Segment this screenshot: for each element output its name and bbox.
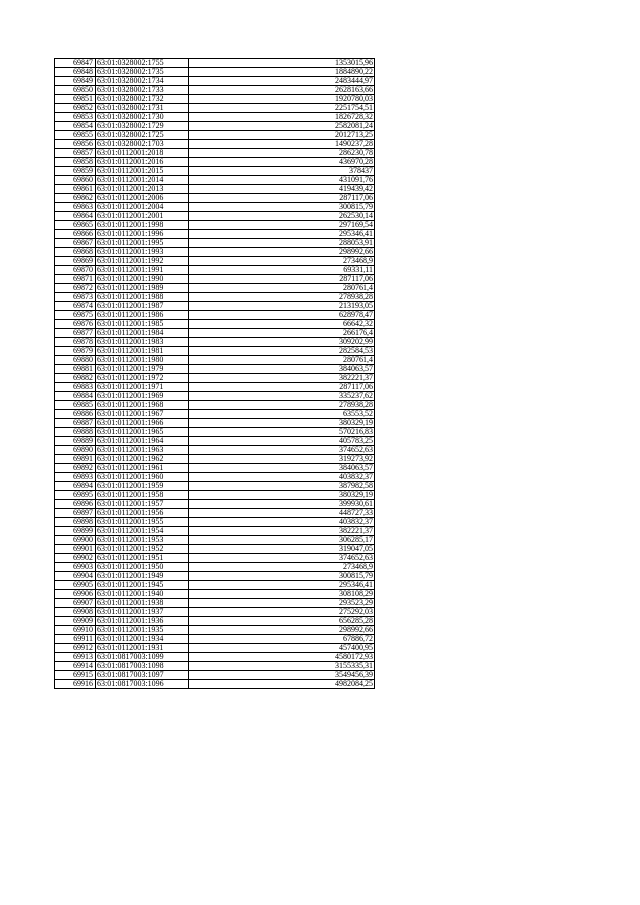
table-row: [55, 536, 375, 545]
table-row: [55, 581, 375, 590]
table-row: [55, 284, 375, 293]
cadastral-number-cell: 63:01:0112001:1985: [96, 320, 189, 329]
row-number-cell: 69854: [55, 122, 96, 131]
row-number-cell: 69853: [55, 113, 96, 122]
cadastral-value-cell: 262530,14: [189, 212, 375, 221]
row-number-cell: 69902: [55, 554, 96, 563]
cadastral-value-cell: 273468,9: [189, 563, 375, 572]
cadastral-value-cell: 1826728,32: [189, 113, 375, 122]
table-row: [55, 545, 375, 554]
cadastral-number-cell: 63:01:0112001:1949: [96, 572, 189, 581]
table-row: [55, 509, 375, 518]
cadastral-value-cell: 628978,47: [189, 311, 375, 320]
cadastral-value-cell: 295346,41: [189, 581, 375, 590]
cadastral-number-cell: 63:01:0328002:1732: [96, 95, 189, 104]
row-number-cell: 69851: [55, 95, 96, 104]
cadastral-number-cell: 63:01:0112001:2018: [96, 149, 189, 158]
cadastral-number-cell: 63:01:0112001:1953: [96, 536, 189, 545]
row-number-cell: 69899: [55, 527, 96, 536]
table-row: [55, 149, 375, 158]
row-number-cell: 69868: [55, 248, 96, 257]
row-number-cell: 69877: [55, 329, 96, 338]
table-row: [55, 680, 375, 689]
table-row: [55, 86, 375, 95]
row-number-cell: 69859: [55, 167, 96, 176]
cadastral-value-cell: 282584,53: [189, 347, 375, 356]
table-row: [55, 347, 375, 356]
cadastral-value-cell: 374652,63: [189, 554, 375, 563]
row-number-cell: 69896: [55, 500, 96, 509]
cadastral-number-cell: 63:01:0112001:1931: [96, 644, 189, 653]
table-row: [55, 383, 375, 392]
cadastral-value-cell: 287117,06: [189, 275, 375, 284]
cadastral-value-cell: 319047,05: [189, 545, 375, 554]
table-row: [55, 590, 375, 599]
table-row: [55, 482, 375, 491]
cadastral-number-cell: 63:01:0328002:1729: [96, 122, 189, 131]
cadastral-number-cell: 63:01:0328002:1730: [96, 113, 189, 122]
table-row: [55, 455, 375, 464]
table-row: [55, 662, 375, 671]
table-row: [55, 257, 375, 266]
cadastral-number-cell: 63:01:0112001:1983: [96, 338, 189, 347]
cadastral-number-cell: 63:01:0328002:1735: [96, 68, 189, 77]
cadastral-value-cell: 656285,28: [189, 617, 375, 626]
cadastral-number-cell: 63:01:0112001:1993: [96, 248, 189, 257]
table-row: [55, 212, 375, 221]
cadastral-number-cell: 63:01:0112001:1959: [96, 482, 189, 491]
table-row: [55, 518, 375, 527]
cadastral-number-cell: 63:01:0112001:1954: [96, 527, 189, 536]
table-row: [55, 500, 375, 509]
cadastral-number-cell: 63:01:0112001:1957: [96, 500, 189, 509]
cadastral-number-cell: 63:01:0112001:1992: [96, 257, 189, 266]
table-row: [55, 473, 375, 482]
row-number-cell: 69894: [55, 482, 96, 491]
cadastral-number-cell: 63:01:0328002:1703: [96, 140, 189, 149]
row-number-cell: 69908: [55, 608, 96, 617]
cadastral-number-cell: 63:01:0112001:1965: [96, 428, 189, 437]
row-number-cell: 69889: [55, 437, 96, 446]
table-row: [55, 419, 375, 428]
cadastral-value-cell: 273468,9: [189, 257, 375, 266]
row-number-cell: 69901: [55, 545, 96, 554]
cadastral-value-cell: 384063,57: [189, 464, 375, 473]
cadastral-value-cell: 335237,62: [189, 392, 375, 401]
table-row: [55, 266, 375, 275]
table-row: [55, 599, 375, 608]
cadastral-value-cell: 308108,29: [189, 590, 375, 599]
cadastral-number-cell: 63:01:0112001:1967: [96, 410, 189, 419]
cadastral-number-cell: 63:01:0112001:1950: [96, 563, 189, 572]
row-number-cell: 69892: [55, 464, 96, 473]
cadastral-number-cell: 63:01:0112001:2014: [96, 176, 189, 185]
cadastral-value-cell: 300815,79: [189, 572, 375, 581]
cadastral-value-cell: 1884890,22: [189, 68, 375, 77]
cadastral-number-cell: 63:01:0112001:1995: [96, 239, 189, 248]
cadastral-number-cell: 63:01:0112001:1963: [96, 446, 189, 455]
table-row: [55, 563, 375, 572]
table-row: [55, 185, 375, 194]
table-row: [55, 311, 375, 320]
cadastral-number-cell: 63:01:0112001:1991: [96, 266, 189, 275]
cadastral-value-cell: 3549456,39: [189, 671, 375, 680]
table-row: [55, 320, 375, 329]
row-number-cell: 69913: [55, 653, 96, 662]
table-row: [55, 554, 375, 563]
table-row: [55, 293, 375, 302]
cadastral-number-cell: 63:01:0112001:1937: [96, 608, 189, 617]
table-row: [55, 77, 375, 86]
cadastral-number-cell: 63:01:0817003:1099: [96, 653, 189, 662]
row-number-cell: 69865: [55, 221, 96, 230]
cadastral-number-cell: 63:01:0112001:1935: [96, 626, 189, 635]
cadastral-value-cell: 309202,99: [189, 338, 375, 347]
cadastral-value-cell: 399930,61: [189, 500, 375, 509]
row-number-cell: 69878: [55, 338, 96, 347]
cadastral-value-cell: 448727,33: [189, 509, 375, 518]
table-row: [55, 653, 375, 662]
cadastral-number-cell: 63:01:0112001:1987: [96, 302, 189, 311]
cadastral-value-cell: 287117,06: [189, 194, 375, 203]
row-number-cell: 69866: [55, 230, 96, 239]
table-row: [55, 437, 375, 446]
table-row: [55, 131, 375, 140]
cadastral-number-cell: 63:01:0112001:1964: [96, 437, 189, 446]
cadastral-value-cell: 278938,28: [189, 401, 375, 410]
row-number-cell: 69907: [55, 599, 96, 608]
cadastral-value-cell: 436970,28: [189, 158, 375, 167]
cadastral-number-cell: 63:01:0112001:1955: [96, 518, 189, 527]
cadastral-value-cell: 2012713,25: [189, 131, 375, 140]
cadastral-value-cell: 380329,19: [189, 419, 375, 428]
cadastral-value-cell: 287117,06: [189, 383, 375, 392]
cadastral-value-cell: 419439,42: [189, 185, 375, 194]
row-number-cell: 69875: [55, 311, 96, 320]
cadastral-number-cell: 63:01:0112001:1998: [96, 221, 189, 230]
table-row: [55, 68, 375, 77]
table-row: [55, 248, 375, 257]
cadastral-value-cell: 1353015,96: [189, 59, 375, 68]
cadastral-value-cell: 3155335,31: [189, 662, 375, 671]
cadastral-value-cell: 63553,52: [189, 410, 375, 419]
row-number-cell: 69897: [55, 509, 96, 518]
cadastral-value-cell: 374652,63: [189, 446, 375, 455]
cadastral-number-cell: 63:01:0112001:2001: [96, 212, 189, 221]
table-row: [55, 626, 375, 635]
table-row: [55, 410, 375, 419]
row-number-cell: 69857: [55, 149, 96, 158]
row-number-cell: 69861: [55, 185, 96, 194]
table-row: [55, 329, 375, 338]
row-number-cell: 69858: [55, 158, 96, 167]
row-number-cell: 69912: [55, 644, 96, 653]
cadastral-number-cell: 63:01:0112001:1956: [96, 509, 189, 518]
cadastral-value-cell: 306285,17: [189, 536, 375, 545]
table-row: [55, 167, 375, 176]
cadastral-value-cell: 403832,37: [189, 518, 375, 527]
cadastral-number-cell: 63:01:0112001:1945: [96, 581, 189, 590]
table-row: [55, 617, 375, 626]
cadastral-number-cell: 63:01:0112001:1969: [96, 392, 189, 401]
table-row: [55, 338, 375, 347]
cadastral-number-cell: 63:01:0112001:1962: [96, 455, 189, 464]
row-number-cell: 69869: [55, 257, 96, 266]
cadastral-value-cell: 2251754,51: [189, 104, 375, 113]
cadastral-value-cell: 275292,03: [189, 608, 375, 617]
table-row: [55, 635, 375, 644]
table-row: [55, 401, 375, 410]
row-number-cell: 69898: [55, 518, 96, 527]
cadastral-number-cell: 63:01:0112001:1996: [96, 230, 189, 239]
row-number-cell: 69886: [55, 410, 96, 419]
row-number-cell: 69893: [55, 473, 96, 482]
cadastral-number-cell: 63:01:0112001:1960: [96, 473, 189, 482]
row-number-cell: 69916: [55, 680, 96, 689]
cadastral-number-cell: 63:01:0112001:1990: [96, 275, 189, 284]
row-number-cell: 69881: [55, 365, 96, 374]
cadastral-value-cell: 286230,78: [189, 149, 375, 158]
cadastral-number-cell: 63:01:0112001:1968: [96, 401, 189, 410]
cadastral-value-cell: 405783,25: [189, 437, 375, 446]
table-row: [55, 464, 375, 473]
row-number-cell: 69847: [55, 59, 96, 68]
cadastral-value-cell: 457400,95: [189, 644, 375, 653]
table-row: [55, 275, 375, 284]
table-row: [55, 113, 375, 122]
row-number-cell: 69906: [55, 590, 96, 599]
cadastral-value-cell: 67886,72: [189, 635, 375, 644]
cadastral-value-cell: 69331,11: [189, 266, 375, 275]
cadastral-number-cell: 63:01:0328002:1733: [96, 86, 189, 95]
cadastral-value-cell: 319273,92: [189, 455, 375, 464]
row-number-cell: 69863: [55, 203, 96, 212]
cadastral-value-table: [54, 58, 375, 689]
cadastral-value-cell: 1920780,03: [189, 95, 375, 104]
row-number-cell: 69855: [55, 131, 96, 140]
table-row: [55, 491, 375, 500]
cadastral-value-cell: 382221,37: [189, 374, 375, 383]
cadastral-value-cell: 403832,37: [189, 473, 375, 482]
cadastral-number-cell: 63:01:0112001:2015: [96, 167, 189, 176]
row-number-cell: 69890: [55, 446, 96, 455]
table-row: [55, 122, 375, 131]
cadastral-number-cell: 63:01:0328002:1731: [96, 104, 189, 113]
table-body: [55, 59, 375, 689]
cadastral-number-cell: 63:01:0817003:1098: [96, 662, 189, 671]
row-number-cell: 69915: [55, 671, 96, 680]
row-number-cell: 69862: [55, 194, 96, 203]
table-row: [55, 608, 375, 617]
cadastral-value-cell: 384063,57: [189, 365, 375, 374]
table-row: [55, 59, 375, 68]
cadastral-value-cell: 280761,4: [189, 356, 375, 365]
cadastral-value-cell: 280761,4: [189, 284, 375, 293]
row-number-cell: 69850: [55, 86, 96, 95]
cadastral-value-cell: 293523,29: [189, 599, 375, 608]
cadastral-number-cell: 63:01:0112001:1940: [96, 590, 189, 599]
cadastral-value-cell: 380329,19: [189, 491, 375, 500]
cadastral-value-cell: 387982,58: [189, 482, 375, 491]
row-number-cell: 69887: [55, 419, 96, 428]
cadastral-value-cell: 297169,54: [189, 221, 375, 230]
row-number-cell: 69891: [55, 455, 96, 464]
cadastral-number-cell: 63:01:0112001:1980: [96, 356, 189, 365]
row-number-cell: 69895: [55, 491, 96, 500]
table-row: [55, 644, 375, 653]
cadastral-number-cell: 63:01:0112001:1966: [96, 419, 189, 428]
table-row: [55, 671, 375, 680]
row-number-cell: 69876: [55, 320, 96, 329]
cadastral-number-cell: 63:01:0817003:1096: [96, 680, 189, 689]
cadastral-number-cell: 63:01:0112001:1961: [96, 464, 189, 473]
row-number-cell: 69852: [55, 104, 96, 113]
cadastral-number-cell: 63:01:0112001:1958: [96, 491, 189, 500]
row-number-cell: 69888: [55, 428, 96, 437]
cadastral-number-cell: 63:01:0112001:2016: [96, 158, 189, 167]
row-number-cell: 69903: [55, 563, 96, 572]
cadastral-value-cell: 300815,79: [189, 203, 375, 212]
row-number-cell: 69871: [55, 275, 96, 284]
row-number-cell: 69904: [55, 572, 96, 581]
row-number-cell: 69872: [55, 284, 96, 293]
cadastral-number-cell: 63:01:0112001:1951: [96, 554, 189, 563]
cadastral-value-cell: 295346,41: [189, 230, 375, 239]
cadastral-number-cell: 63:01:0112001:1988: [96, 293, 189, 302]
table-row: [55, 239, 375, 248]
table-row: [55, 356, 375, 365]
table-row: [55, 446, 375, 455]
table-row: [55, 95, 375, 104]
table-row: [55, 374, 375, 383]
row-number-cell: 69882: [55, 374, 96, 383]
row-number-cell: 69885: [55, 401, 96, 410]
cadastral-number-cell: 63:01:0112001:1952: [96, 545, 189, 554]
row-number-cell: 69864: [55, 212, 96, 221]
cadastral-number-cell: 63:01:0112001:1979: [96, 365, 189, 374]
cadastral-value-cell: 382221,37: [189, 527, 375, 536]
table-row: [55, 572, 375, 581]
cadastral-number-cell: 63:01:0112001:1981: [96, 347, 189, 356]
cadastral-number-cell: 63:01:0112001:1971: [96, 383, 189, 392]
row-number-cell: 69883: [55, 383, 96, 392]
cadastral-value-cell: 2483444,97: [189, 77, 375, 86]
row-number-cell: 69905: [55, 581, 96, 590]
table-row: [55, 365, 375, 374]
cadastral-number-cell: 63:01:0112001:2004: [96, 203, 189, 212]
table-row: [55, 203, 375, 212]
table-row: [55, 392, 375, 401]
row-number-cell: 69849: [55, 77, 96, 86]
table-row: [55, 527, 375, 536]
cadastral-value-cell: 288053,91: [189, 239, 375, 248]
cadastral-value-cell: 4580172,93: [189, 653, 375, 662]
table-row: [55, 428, 375, 437]
cadastral-value-cell: 1490237,28: [189, 140, 375, 149]
row-number-cell: 69880: [55, 356, 96, 365]
table-row: [55, 158, 375, 167]
cadastral-number-cell: 63:01:0112001:1972: [96, 374, 189, 383]
cadastral-value-cell: 278938,28: [189, 293, 375, 302]
cadastral-number-cell: 63:01:0328002:1734: [96, 77, 189, 86]
cadastral-value-cell: 266176,4: [189, 329, 375, 338]
cadastral-number-cell: 63:01:0112001:1989: [96, 284, 189, 293]
row-number-cell: 69909: [55, 617, 96, 626]
cadastral-value-cell: 2628163,66: [189, 86, 375, 95]
row-number-cell: 69856: [55, 140, 96, 149]
cadastral-value-cell: 378437: [189, 167, 375, 176]
cadastral-number-cell: 63:01:0112001:1936: [96, 617, 189, 626]
row-number-cell: 69884: [55, 392, 96, 401]
cadastral-value-cell: 298992,66: [189, 248, 375, 257]
table-row: [55, 302, 375, 311]
row-number-cell: 69848: [55, 68, 96, 77]
cadastral-number-cell: 63:01:0112001:1986: [96, 311, 189, 320]
cadastral-number-cell: 63:01:0112001:2013: [96, 185, 189, 194]
row-number-cell: 69879: [55, 347, 96, 356]
table-row: [55, 104, 375, 113]
cadastral-number-cell: 63:01:0328002:1725: [96, 131, 189, 140]
cadastral-value-cell: 298992,66: [189, 626, 375, 635]
row-number-cell: 69910: [55, 626, 96, 635]
cadastral-number-cell: 63:01:0817003:1097: [96, 671, 189, 680]
cadastral-value-cell: 4982084,25: [189, 680, 375, 689]
table-row: [55, 221, 375, 230]
row-number-cell: 69867: [55, 239, 96, 248]
cadastral-value-cell: 66642,32: [189, 320, 375, 329]
table-row: [55, 230, 375, 239]
table-row: [55, 194, 375, 203]
row-number-cell: 69870: [55, 266, 96, 275]
row-number-cell: 69873: [55, 293, 96, 302]
row-number-cell: 69860: [55, 176, 96, 185]
cadastral-value-cell: 570216,83: [189, 428, 375, 437]
cadastral-value-cell: 213193,05: [189, 302, 375, 311]
cadastral-number-cell: 63:01:0112001:1984: [96, 329, 189, 338]
cadastral-value-cell: 2582081,24: [189, 122, 375, 131]
row-number-cell: 69914: [55, 662, 96, 671]
row-number-cell: 69900: [55, 536, 96, 545]
cadastral-number-cell: 63:01:0328002:1755: [96, 59, 189, 68]
cadastral-number-cell: 63:01:0112001:2006: [96, 194, 189, 203]
cadastral-value-cell: 431091,76: [189, 176, 375, 185]
row-number-cell: 69874: [55, 302, 96, 311]
cadastral-number-cell: 63:01:0112001:1934: [96, 635, 189, 644]
cadastral-number-cell: 63:01:0112001:1938: [96, 599, 189, 608]
table-row: [55, 176, 375, 185]
row-number-cell: 69911: [55, 635, 96, 644]
table-row: [55, 140, 375, 149]
